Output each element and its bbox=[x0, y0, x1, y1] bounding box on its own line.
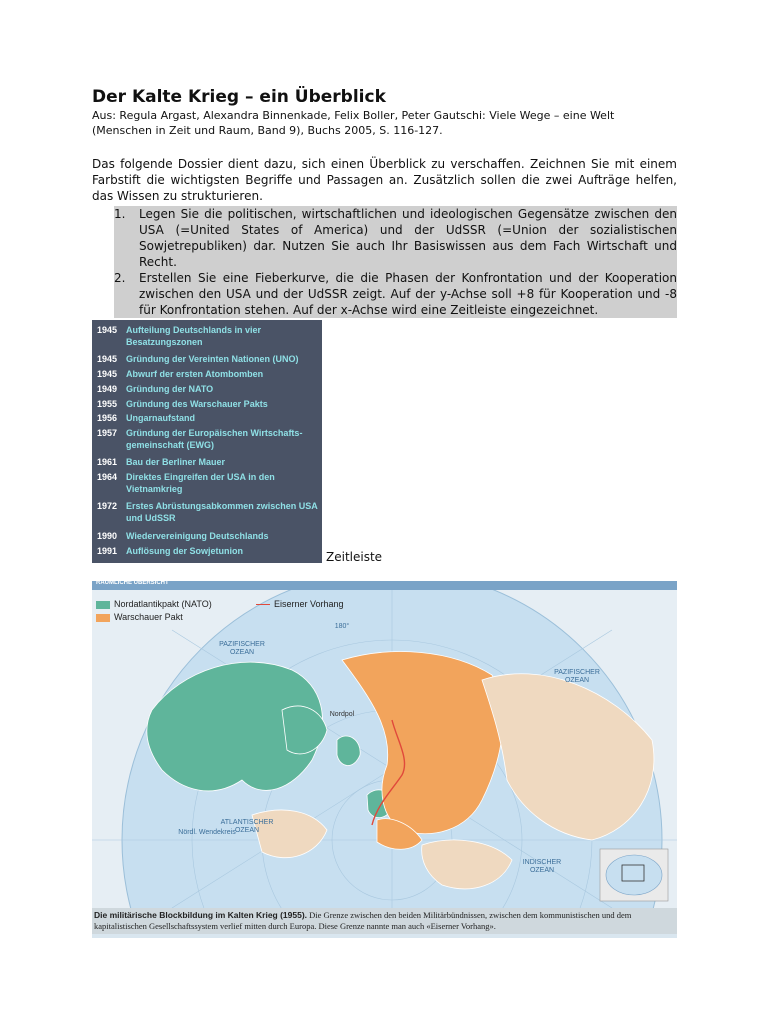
timeline-year: 1956 bbox=[97, 413, 118, 423]
timeline-year: 1990 bbox=[97, 531, 118, 541]
task-item bbox=[114, 270, 677, 318]
task-text: Legen Sie die politischen, wirtschaftlichen und ideologischen Gegensätze zwischen den USA (=United States of America) und der UdSSR (=Union der sozialistischen Sowjetrepubliken) dar. Nutzen Sie auch Ihr Basiswissen aus dem Fach Wirtschaft und Recht. bbox=[139, 207, 677, 269]
timeline-event: Erstes Abrüstungsabkommen zwischen USA und UdSSR bbox=[126, 501, 318, 523]
timeline-event: Auflösung der Sowjetunion bbox=[126, 546, 243, 556]
curtain-line-icon bbox=[256, 604, 270, 605]
legend-warsaw: Warschauer Pakt bbox=[96, 612, 183, 622]
timeline-caption: Zeitleiste bbox=[326, 550, 383, 564]
task-list bbox=[114, 206, 677, 318]
task-list-box bbox=[114, 206, 677, 318]
task-item bbox=[114, 206, 677, 270]
timeline-event: Wiedervereinigung Deutschlands bbox=[126, 531, 269, 541]
timeline-event: Gründung des Warschauer Pakts bbox=[126, 399, 268, 409]
label-north-pole: Nordpol bbox=[329, 711, 355, 718]
label-atlantic: ATLANTISCHER OZEAN bbox=[220, 819, 274, 834]
timeline-year: 1991 bbox=[97, 546, 118, 556]
legend-curtain: Eiserner Vorhang bbox=[256, 599, 344, 609]
label-meridian: 180° bbox=[334, 623, 350, 630]
map-graphic bbox=[92, 590, 677, 908]
map-caption: Die militärische Blockbildung im Kalten Krieg (1955). Die Grenze zwischen den beiden Militärbündnissen, zwischen dem kommunistischen und dem kapitalistischen Gesellschaftssystem verlief mitten durch Europa. Diese Grenze nannte man auch «Eiserner Vorhang». bbox=[92, 908, 677, 934]
timeline-year: 1964 bbox=[97, 472, 118, 482]
timeline-event: Ungarnaufstand bbox=[126, 413, 196, 423]
timeline-event: Direktes Eingreifen der USA in den Vietnamkrieg bbox=[126, 472, 275, 494]
timeline-event: Aufteilung Deutschlands in vier Besatzungszonen bbox=[126, 325, 262, 347]
label-tropic: Nördl. Wendekreis bbox=[178, 829, 236, 836]
map-header: RÄUMLICHE ÜBERSICHT bbox=[92, 581, 677, 590]
task-number: 2. bbox=[114, 271, 126, 285]
document-body bbox=[92, 86, 677, 318]
timeline-year: 1945 bbox=[97, 325, 118, 335]
intro-paragraph: Das folgende Dossier dient dazu, sich einen Überblick zu verschaffen. Zeichnen Sie mit einem Farbstift die wichtigsten Begriffe und Passagen an. Zusätzlich sollen die zwei Aufträge helfen, das Wissen zu strukturieren. bbox=[92, 157, 677, 203]
timeline-image bbox=[92, 320, 322, 563]
timeline-event: Abwurf der ersten Atombomben bbox=[126, 369, 264, 379]
timeline-year: 1972 bbox=[97, 501, 118, 511]
timeline-year: 1945 bbox=[97, 354, 118, 364]
timeline-year: 1957 bbox=[97, 428, 118, 438]
timeline-year: 1945 bbox=[97, 369, 118, 379]
cold-war-map bbox=[92, 581, 677, 938]
page-title: Der Kalte Krieg – ein Überblick bbox=[92, 87, 386, 107]
label-pacific-left: PAZIFISCHER OZEAN bbox=[219, 641, 265, 656]
source-citation: Aus: Regula Argast, Alexandra Binnenkade, Felix Boller, Peter Gautschi: Viele Wege – eine Welt (Menschen in Zeit und Raum, Band 9), Buchs 2005, S. 116-127. bbox=[92, 109, 615, 137]
legend-nato: Nordatlantikpakt (NATO) bbox=[96, 599, 212, 609]
timeline-year: 1961 bbox=[97, 457, 118, 467]
timeline-event: Gründung der Europäischen Wirtschafts-gemeinschaft (EWG) bbox=[126, 428, 303, 450]
label-pacific-right: PAZIFISCHER OZEAN bbox=[554, 669, 600, 684]
timeline-year: 1949 bbox=[97, 384, 118, 394]
nato-swatch-icon bbox=[96, 601, 110, 609]
task-number: 1. bbox=[114, 207, 126, 221]
task-text: Erstellen Sie eine Fieberkurve, die die Phasen der Konfrontation und der Kooperation zwischen den USA und der UdSSR zeigt. Auf der y-Achse soll +8 für Kooperation und -8 für Konfrontation stehen. Auf der x-Achse wird eine Zeitleiste eingezeichnet. bbox=[139, 271, 677, 317]
label-indian: INDISCHER OZEAN bbox=[522, 859, 562, 874]
warsaw-swatch-icon bbox=[96, 614, 110, 622]
timeline-event: Gründung der NATO bbox=[126, 384, 214, 394]
timeline-event: Gründung der Vereinten Nationen (UNO) bbox=[126, 354, 299, 364]
timeline-event: Bau der Berliner Mauer bbox=[126, 457, 226, 467]
timeline-year: 1955 bbox=[97, 399, 118, 409]
